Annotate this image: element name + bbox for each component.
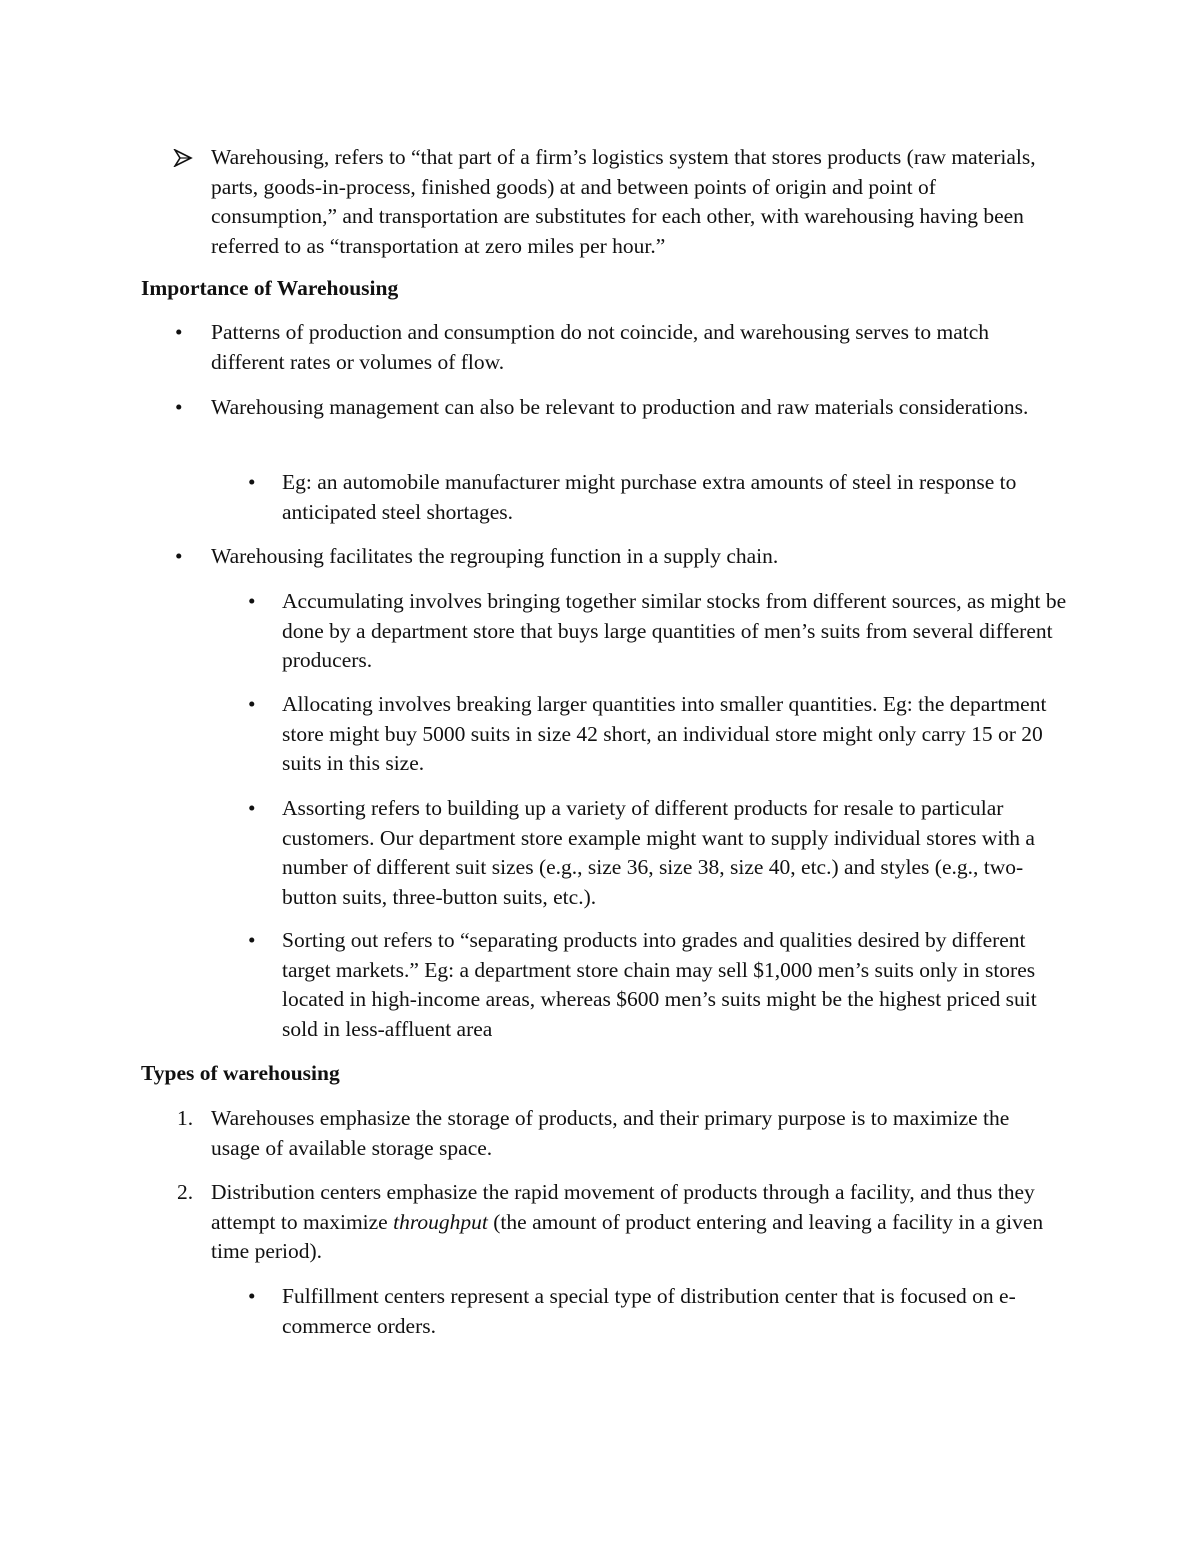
sub-list-item-text: Allocating involves breaking larger quantities into smaller quantities. Eg: the department store might buy 5000 suits in size 42 short, an individual store might only carry 15 or 20 suits in this size. [282,692,1047,775]
arrow-bullet-icon [173,149,213,167]
sub-list-item-text: Assorting refers to building up a variety of different products for resale to particular customers. Our department store example might want to supply individual stores with a number of different suit sizes (e.g., size 36, size 38, size 40, etc.) and styles (e.g., two-button suits, three-button suits, etc.). [282,796,1035,909]
sub-list-item [248,690,1052,779]
sub-list-item [248,468,1022,527]
italic-term: throughput [393,1209,488,1234]
numbered-item-text [211,1178,1056,1267]
list-item [175,542,1031,572]
list-item [175,393,1031,423]
intro-text: Warehousing, refers to “that part of a firm’s logistics system that stores products (raw materials, parts, goods-in-process, finished goods) at and between points of origin and point of consumption,” and transportation are substitutes for each other, with warehousing having been referred to as “transportation at zero miles per hour.” [211,145,1036,258]
bullet-icon: • [248,589,256,613]
bullet-icon: • [175,320,183,344]
text-segment: (the amount of product entering and leaving a facility in a given time period). [211,1209,1044,1263]
list-item [175,318,1031,377]
bullet-icon: • [175,395,183,419]
numbered-item-text: Warehouses emphasize the storage of products, and their primary purpose is to maximize the usage of available storage space. [211,1106,1010,1160]
bullet-icon: • [175,544,183,568]
sub-list-item [248,1282,1042,1341]
sub-list-item-text: Accumulating involves bringing together similar stocks from different sources, as might be done by a department store that buys large quantities of men’s suits from several different producers. [282,589,1067,672]
bullet-icon: • [248,692,256,716]
text-segment: Distribution centers emphasize the rapid movement of products through a facility, and thus they attempt to maximize [211,1180,1035,1234]
numbered-item [177,1178,1056,1267]
list-item-text: Patterns of production and consumption do not coincide, and warehousing serves to match different rates or volumes of flow. [211,320,990,374]
bullet-icon: • [248,796,256,820]
sub-list-item [248,926,1062,1044]
bullet-icon: • [248,470,256,494]
item-number: 1. [177,1106,194,1130]
sub-list-item [248,587,1067,676]
intro-paragraph [211,143,1051,261]
sub-list-item [248,794,1052,912]
list-item-text: Warehousing facilitates the regrouping function in a supply chain. [211,544,779,568]
bullet-icon: • [248,928,256,952]
importance-heading: Importance of Warehousing [141,276,399,300]
types-heading: Types of warehousing [141,1061,340,1085]
sub-list-item-text: Fulfillment centers represent a special type of distribution center that is focused on e-commerce orders. [282,1284,1016,1338]
list-item-text: Warehousing management can also be relevant to production and raw materials considerations. [211,395,1029,419]
item-number: 2. [177,1180,194,1204]
sub-list-item-text: Sorting out refers to “separating products into grades and qualities desired by different target markets.” Eg: a department store chain may sell $1,000 men’s suits only in stores located in high-income areas, whereas $600 men’s suits might be the highest priced suit sold in less-affluent area [282,928,1037,1041]
numbered-item [177,1104,1061,1163]
bullet-icon: • [248,1284,256,1308]
sub-list-item-text: Eg: an automobile manufacturer might purchase extra amounts of steel in response to anticipated steel shortages. [282,470,1017,524]
